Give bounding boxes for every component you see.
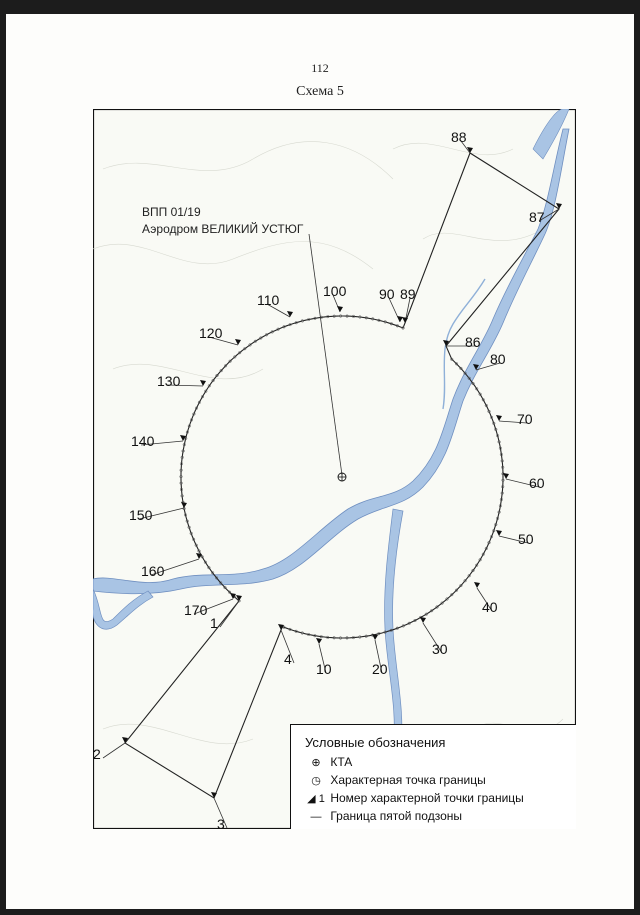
kta-icon: ⊕ — [311, 757, 321, 769]
legend-text-boundary: Граница пятой подзоны — [330, 809, 462, 823]
legend-item-point — [305, 773, 486, 787]
schema-title: Схема 5 — [296, 84, 344, 99]
legend-text-number: Номер характерной точки границы — [330, 791, 524, 805]
clock-point-icon: ◷ — [311, 775, 321, 787]
point-label-1: 1 — [210, 615, 218, 631]
point-label-130: 130 — [157, 373, 181, 389]
point-label-100: 100 — [323, 283, 347, 299]
map-frame — [93, 109, 576, 829]
legend-item-boundary — [305, 809, 462, 823]
legend-item-number — [305, 791, 524, 805]
legend-text-point: Характерная точка границы — [330, 773, 486, 787]
point-label-40: 40 — [482, 599, 498, 615]
point-label-140: 140 — [131, 433, 155, 449]
point-label-87: 87 — [529, 209, 545, 225]
point-label-10: 10 — [316, 661, 332, 677]
point-label-90: 90 — [379, 286, 395, 302]
page-number: 112 — [311, 61, 329, 75]
point-label-86: 86 — [465, 334, 481, 350]
point-label-30: 30 — [432, 641, 448, 657]
legend-text-kta: КТА — [330, 755, 353, 769]
point-label-60: 60 — [529, 475, 545, 491]
arrow-number-icon: ◢ 1 — [307, 793, 325, 805]
point-label-20: 20 — [372, 661, 388, 677]
point-label-70: 70 — [517, 411, 533, 427]
legend-box — [290, 724, 576, 829]
point-label-4: 4 — [284, 651, 292, 667]
point-label-170: 170 — [184, 602, 208, 618]
point-label-89: 89 — [400, 286, 416, 302]
map-canvas — [93, 109, 576, 829]
point-label-50: 50 — [518, 531, 534, 547]
aerodrome-label: Аэродром ВЕЛИКИЙ УСТЮГ — [142, 222, 304, 236]
point-label-120: 120 — [199, 325, 223, 341]
legend-title: Условные обозначения — [305, 735, 446, 750]
point-label-80: 80 — [490, 351, 506, 367]
legend-item-kta — [305, 755, 352, 769]
kta-marker — [338, 473, 346, 481]
point-label-150: 150 — [129, 507, 153, 523]
line-icon: — — [310, 811, 322, 823]
point-label-88: 88 — [451, 129, 467, 145]
point-label-3: 3 — [217, 816, 225, 829]
point-label-2: 2 — [93, 746, 101, 762]
runway-label: ВПП 01/19 — [142, 205, 201, 219]
point-label-110: 110 — [257, 292, 280, 308]
point-label-160: 160 — [141, 563, 165, 579]
